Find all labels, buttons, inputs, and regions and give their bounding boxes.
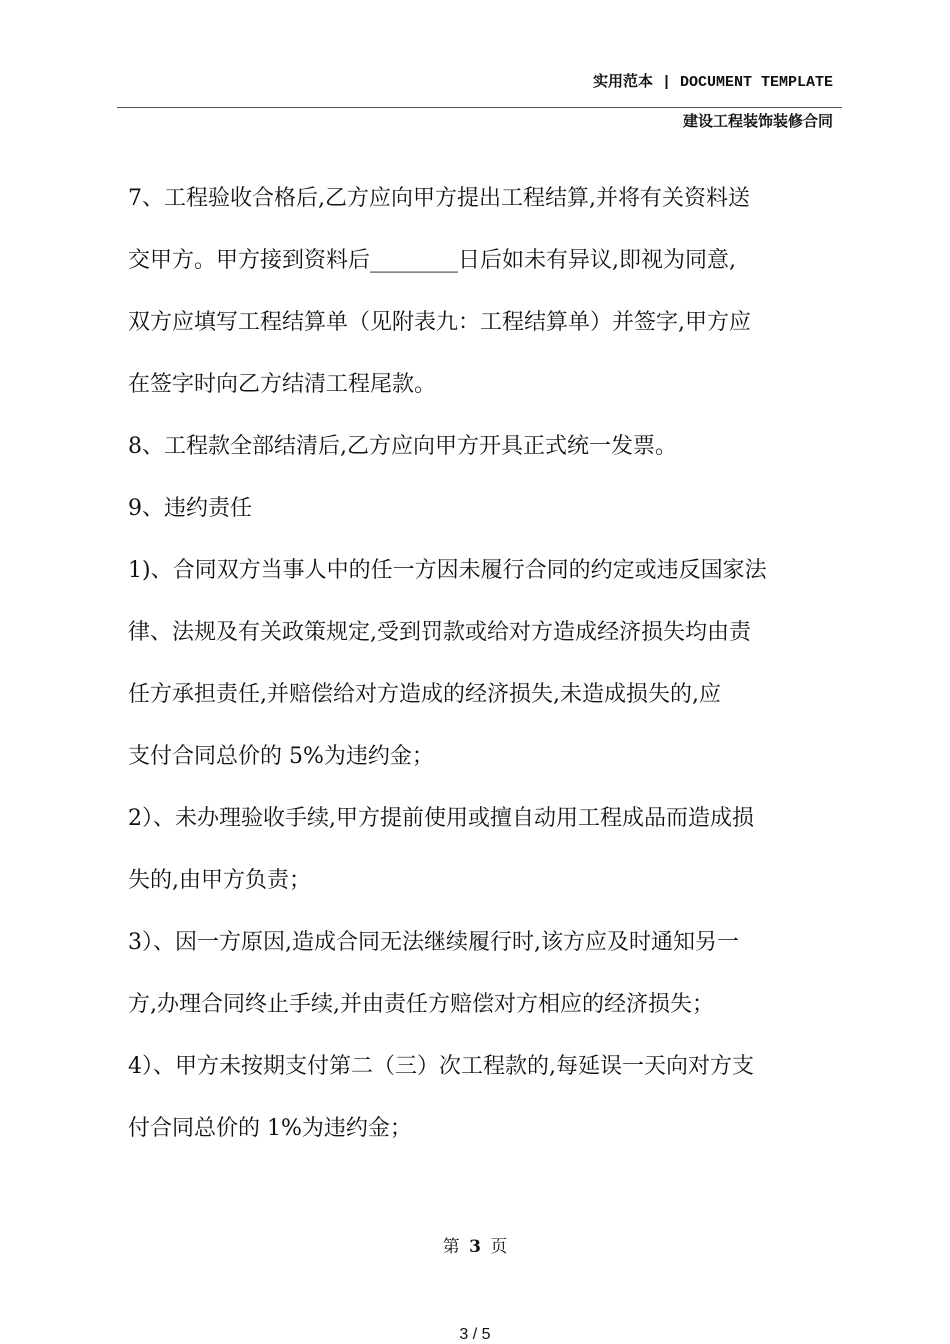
- text-line: 律、法规及有关政策规定,受到罚款或给对方造成经济损失均由责: [128, 620, 751, 645]
- text-line: 在签字时向乙方结清工程尾款。: [128, 372, 437, 397]
- text-line: 2）、未办理验收手续,甲方提前使用或擅自动用工程成品而造成损: [128, 806, 754, 831]
- text-line: 1)、合同双方当事人中的任一方因未履行合同的约定或违反国家法: [128, 558, 767, 583]
- text-line: 双方应填写工程结算单（见附表九：工程结算单）并签字,甲方应: [128, 310, 751, 335]
- header-divider: [117, 107, 842, 108]
- text-line: 7、工程验收合格后,乙方应向甲方提出工程结算,并将有关资料送: [128, 186, 750, 211]
- text-line: 支付合同总价的 5%为违约金；: [128, 744, 434, 769]
- text-line: 付合同总价的 1%为违约金；: [128, 1116, 412, 1141]
- text-line: 8、工程款全部结清后,乙方应向甲方开具正式统一发票。: [128, 434, 677, 459]
- document-title: 建设工程装饰装修合同: [682, 112, 833, 130]
- page-prefix: 第: [442, 1237, 460, 1257]
- page-suffix: 页: [490, 1237, 508, 1257]
- text-line: 4）、甲方未按期支付第二（三）次工程款的,每延误一天向对方支: [128, 1054, 754, 1079]
- text-line: 任方承担责任,并赔偿给对方造成的经济损失,未造成损失的,应: [128, 682, 721, 707]
- text-line: 9、违约责任: [128, 496, 252, 521]
- header-title: 实用范本 | DOCUMENT TEMPLATE: [592, 74, 833, 91]
- text-line: 失的,由甲方负责；: [128, 868, 311, 893]
- text-line: 交甲方。甲方接到资料后________日后如未有异议,即视为同意,: [128, 248, 736, 273]
- text-line: 方,办理合同终止手续,并由责任方赔偿对方相应的经济损失；: [128, 992, 714, 1017]
- page-number-value: 3: [469, 1237, 481, 1257]
- page-count: 3 / 5: [459, 1326, 491, 1343]
- text-line: 3）、因一方原因,造成合同无法继续履行时,该方应及时通知另一: [128, 930, 739, 955]
- contract-body: [128, 168, 840, 1160]
- page-number: [0, 1232, 950, 1257]
